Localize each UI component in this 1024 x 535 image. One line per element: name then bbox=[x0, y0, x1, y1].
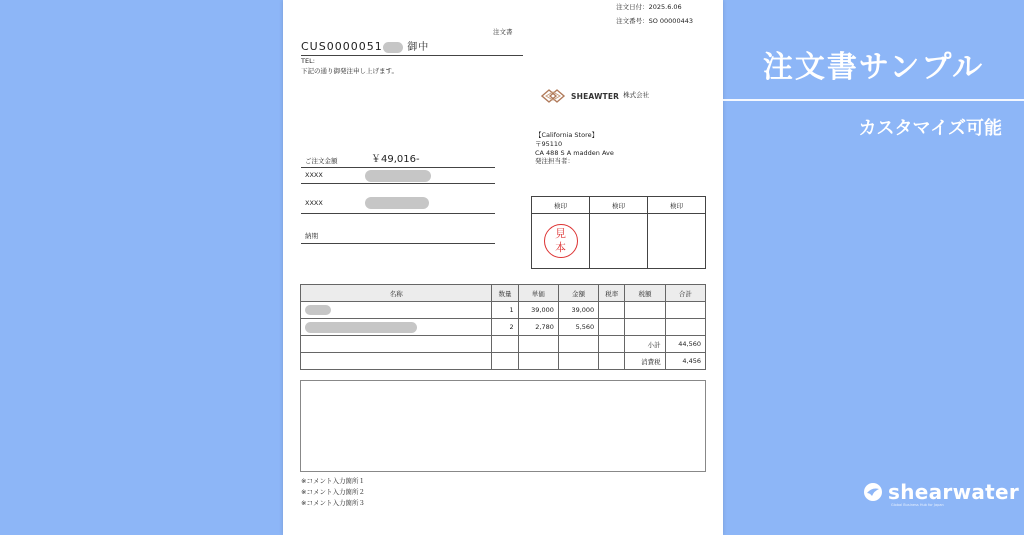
col-header: 税額 bbox=[625, 285, 665, 302]
order-total bbox=[301, 152, 495, 168]
store-name: 【California Store】 bbox=[535, 131, 599, 139]
stamp-header: 検印 bbox=[532, 197, 590, 214]
info-label: XXXX bbox=[305, 171, 323, 179]
store-person: 発注担当者： bbox=[535, 157, 574, 166]
store-address: CA 488 S A madden Ave bbox=[535, 148, 614, 157]
table-row bbox=[301, 302, 706, 319]
item-total bbox=[665, 319, 705, 336]
item-amount: 39,000 bbox=[558, 302, 598, 319]
tax-label: 消費税 bbox=[625, 353, 665, 370]
empty-cell bbox=[518, 353, 558, 370]
item-qty: 1 bbox=[492, 302, 518, 319]
logo-suffix: 株式会社 bbox=[623, 91, 650, 100]
item-name bbox=[301, 302, 492, 319]
order-date: 注文日付：2025.6.06 bbox=[616, 3, 682, 11]
col-header: 合計 bbox=[665, 285, 705, 302]
info-row bbox=[301, 168, 495, 184]
info-row bbox=[301, 214, 495, 244]
seal-char: 本 bbox=[555, 241, 566, 254]
empty-cell bbox=[301, 353, 492, 370]
order-meta bbox=[616, 4, 693, 32]
sample-seal bbox=[544, 224, 578, 258]
empty-cell bbox=[558, 336, 598, 353]
stamp-cell bbox=[532, 214, 590, 269]
customer-honorific: 御中 bbox=[407, 42, 430, 53]
empty-cell bbox=[599, 336, 625, 353]
item-tax bbox=[625, 319, 665, 336]
item-total bbox=[665, 302, 705, 319]
item-tax bbox=[625, 302, 665, 319]
subtotal-value: 44,560 bbox=[665, 336, 705, 353]
subtotal-label: 小計 bbox=[625, 336, 665, 353]
company-logo bbox=[541, 88, 649, 104]
item-amount: 5,560 bbox=[558, 319, 598, 336]
store-postal: 〒95110 bbox=[535, 139, 563, 148]
logo-mark-icon bbox=[541, 88, 567, 104]
col-header: 金額 bbox=[558, 285, 598, 302]
logo-text: SHEAWTER bbox=[571, 91, 620, 101]
document-title: 注文書 bbox=[493, 28, 513, 36]
customer-code: CUS0000051 bbox=[301, 40, 383, 53]
subtotal-row bbox=[301, 336, 706, 353]
item-unit: 2,780 bbox=[518, 319, 558, 336]
order-document bbox=[283, 0, 723, 535]
comment-line: ※コメント入力箇所２ bbox=[301, 487, 365, 496]
empty-cell bbox=[492, 353, 518, 370]
table-header-row bbox=[301, 285, 706, 302]
stamp-header: 検印 bbox=[590, 197, 648, 214]
redacted-value bbox=[365, 170, 431, 182]
stamp-header: 検印 bbox=[648, 197, 706, 214]
approval-stamps bbox=[531, 196, 706, 269]
order-intro: 下記の通り御発注申し上げます。 bbox=[301, 67, 398, 75]
total-value: ￥49,016- bbox=[371, 154, 420, 165]
empty-cell bbox=[599, 353, 625, 370]
redacted-item bbox=[305, 305, 331, 315]
redacted-item bbox=[305, 322, 417, 333]
customer-tel: TEL: bbox=[301, 57, 315, 65]
memo-box bbox=[300, 380, 706, 472]
panel-subtitle: カスタマイズ可能 bbox=[858, 118, 1002, 139]
bird-icon bbox=[863, 482, 883, 502]
item-unit: 39,000 bbox=[518, 302, 558, 319]
tax-value: 4,456 bbox=[665, 353, 705, 370]
order-summary bbox=[301, 152, 495, 244]
info-panel bbox=[723, 0, 1024, 535]
panel-divider bbox=[723, 99, 1024, 101]
stamp-cell bbox=[590, 214, 648, 269]
items-table bbox=[300, 284, 706, 370]
tax-row bbox=[301, 353, 706, 370]
item-qty: 2 bbox=[492, 319, 518, 336]
customer-name bbox=[301, 38, 523, 56]
col-header: 数量 bbox=[492, 285, 518, 302]
item-name bbox=[301, 319, 492, 336]
empty-cell bbox=[518, 336, 558, 353]
brand-name: shearwater bbox=[888, 480, 1020, 504]
order-number: 注文番号：SO 00000443 bbox=[616, 16, 693, 25]
col-header: 税率 bbox=[599, 285, 625, 302]
item-tax-rate bbox=[599, 302, 625, 319]
item-tax-rate bbox=[599, 319, 625, 336]
col-header: 名称 bbox=[301, 285, 492, 302]
panel-title: 注文書サンプル bbox=[762, 50, 985, 85]
info-row bbox=[301, 184, 495, 214]
redacted-value bbox=[365, 197, 429, 209]
col-header: 単価 bbox=[518, 285, 558, 302]
brand-tagline: Global Business Hub for Japan bbox=[891, 503, 944, 507]
empty-cell bbox=[558, 353, 598, 370]
comment-line: ※コメント入力箇所３ bbox=[301, 498, 365, 507]
redacted-customer bbox=[383, 42, 403, 53]
brand-logo bbox=[863, 480, 1019, 504]
seal-char: 見 bbox=[555, 227, 566, 240]
store-info bbox=[535, 132, 614, 167]
empty-cell bbox=[492, 336, 518, 353]
comments bbox=[301, 478, 365, 510]
table-row bbox=[301, 319, 706, 336]
info-label: XXXX bbox=[305, 199, 323, 207]
stamp-cell bbox=[648, 214, 706, 269]
info-label: 納期 bbox=[305, 232, 318, 240]
comment-line: ※コメント入力箇所１ bbox=[301, 477, 365, 485]
total-label: ご注文金額 bbox=[305, 157, 338, 165]
empty-cell bbox=[301, 336, 492, 353]
